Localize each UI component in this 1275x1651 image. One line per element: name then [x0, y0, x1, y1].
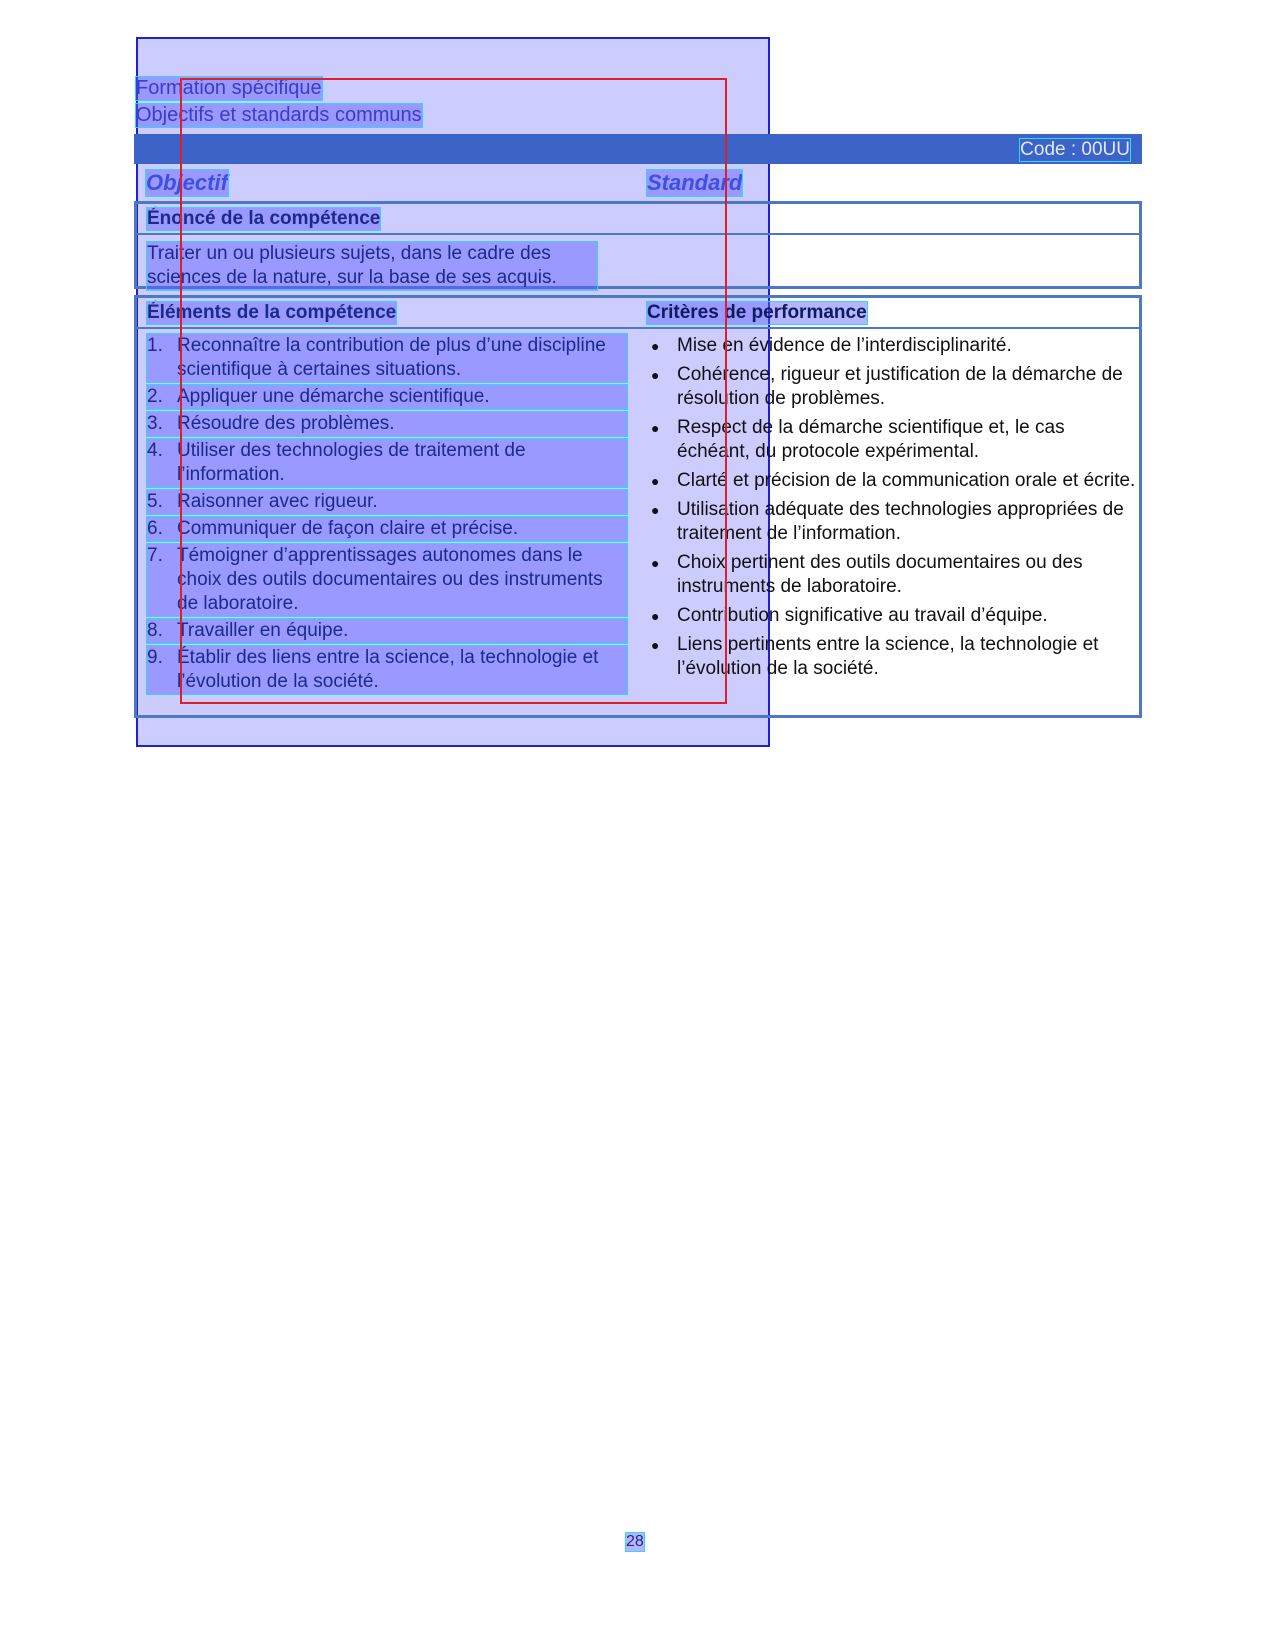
page-number: 28 [626, 1533, 644, 1550]
bullet-icon: ● [651, 555, 660, 571]
standard-heading: Standard [647, 170, 743, 195]
item-number: 6. [147, 518, 163, 539]
item-text: Témoigner d’apprentissages autonomes dans le choix des outils documentaires ou des instruments de laboratoire. [177, 545, 603, 614]
item-text: Respect de la démarche scientifique et, le cas échéant, du protocole expérimental. [677, 417, 1065, 462]
item-number: 7. [147, 545, 163, 566]
item-text: Communiquer de façon claire et précise. [177, 518, 519, 539]
item-number: 5. [147, 491, 163, 512]
item-number: 2. [147, 386, 163, 407]
bullet-icon: ● [651, 338, 660, 354]
enonce-label: Énoncé de la compétence [147, 208, 381, 229]
item-text: Cohérence, rigueur et justification de la démarche de résolution de problèmes. [677, 364, 1123, 409]
item-number: 1. [147, 335, 163, 356]
item-text: Reconnaître la contribution de plus d’une discipline scientifique à certaines situations. [177, 335, 606, 380]
item-text: Appliquer une démarche scientifique. [177, 386, 490, 407]
item-text: Choix pertinent des outils documentaires ou des instruments de laboratoire. [677, 552, 1083, 597]
item-text: Utilisation adéquate des technologies appropriées de traitement de l’information. [677, 499, 1124, 544]
item-text: Travailler en équipe. [177, 620, 349, 641]
bullet-icon: ● [651, 473, 660, 489]
item-text: Raisonner avec rigueur. [177, 491, 378, 512]
item-text: Utiliser des technologies de traitement de l’information. [177, 440, 526, 485]
section-title: Formation spécifique [136, 77, 322, 99]
item-text: Établir des liens entre la science, la technologie et l’évolution de la société. [177, 647, 599, 692]
bullet-icon: ● [651, 608, 660, 624]
item-text: Contribution significative au travail d’équipe. [677, 605, 1048, 626]
bullet-icon: ● [651, 637, 660, 653]
item-number: 8. [147, 620, 163, 641]
bullet-icon: ● [651, 502, 660, 518]
item-number: 9. [147, 647, 163, 668]
item-text: Clarté et précision de la communication orale et écrite. [677, 470, 1136, 491]
item-text: Mise en évidence de l’interdisciplinarité. [677, 335, 1012, 356]
item-text: Résoudre des problèmes. [177, 413, 395, 434]
objectif-heading: Objectif [146, 170, 228, 195]
item-number: 4. [147, 440, 163, 461]
section-subtitle: Objectifs et standards communs [136, 104, 422, 126]
enonce-text: Traiter un ou plusieurs sujets, dans le cadre des sciences de la nature, sur la base de ses acquis. [147, 242, 597, 290]
code-label: Code : 00UU [1020, 139, 1130, 160]
annotation-overlay-red [180, 78, 727, 704]
criteres-label: Critères de performance [647, 302, 867, 323]
item-number: 3. [147, 413, 163, 434]
bullet-icon: ● [651, 367, 660, 383]
elements-label: Éléments de la compétence [147, 302, 397, 323]
bullet-icon: ● [651, 420, 660, 436]
item-text: Liens pertinents entre la science, la technologie et l’évolution de la société. [677, 634, 1099, 679]
